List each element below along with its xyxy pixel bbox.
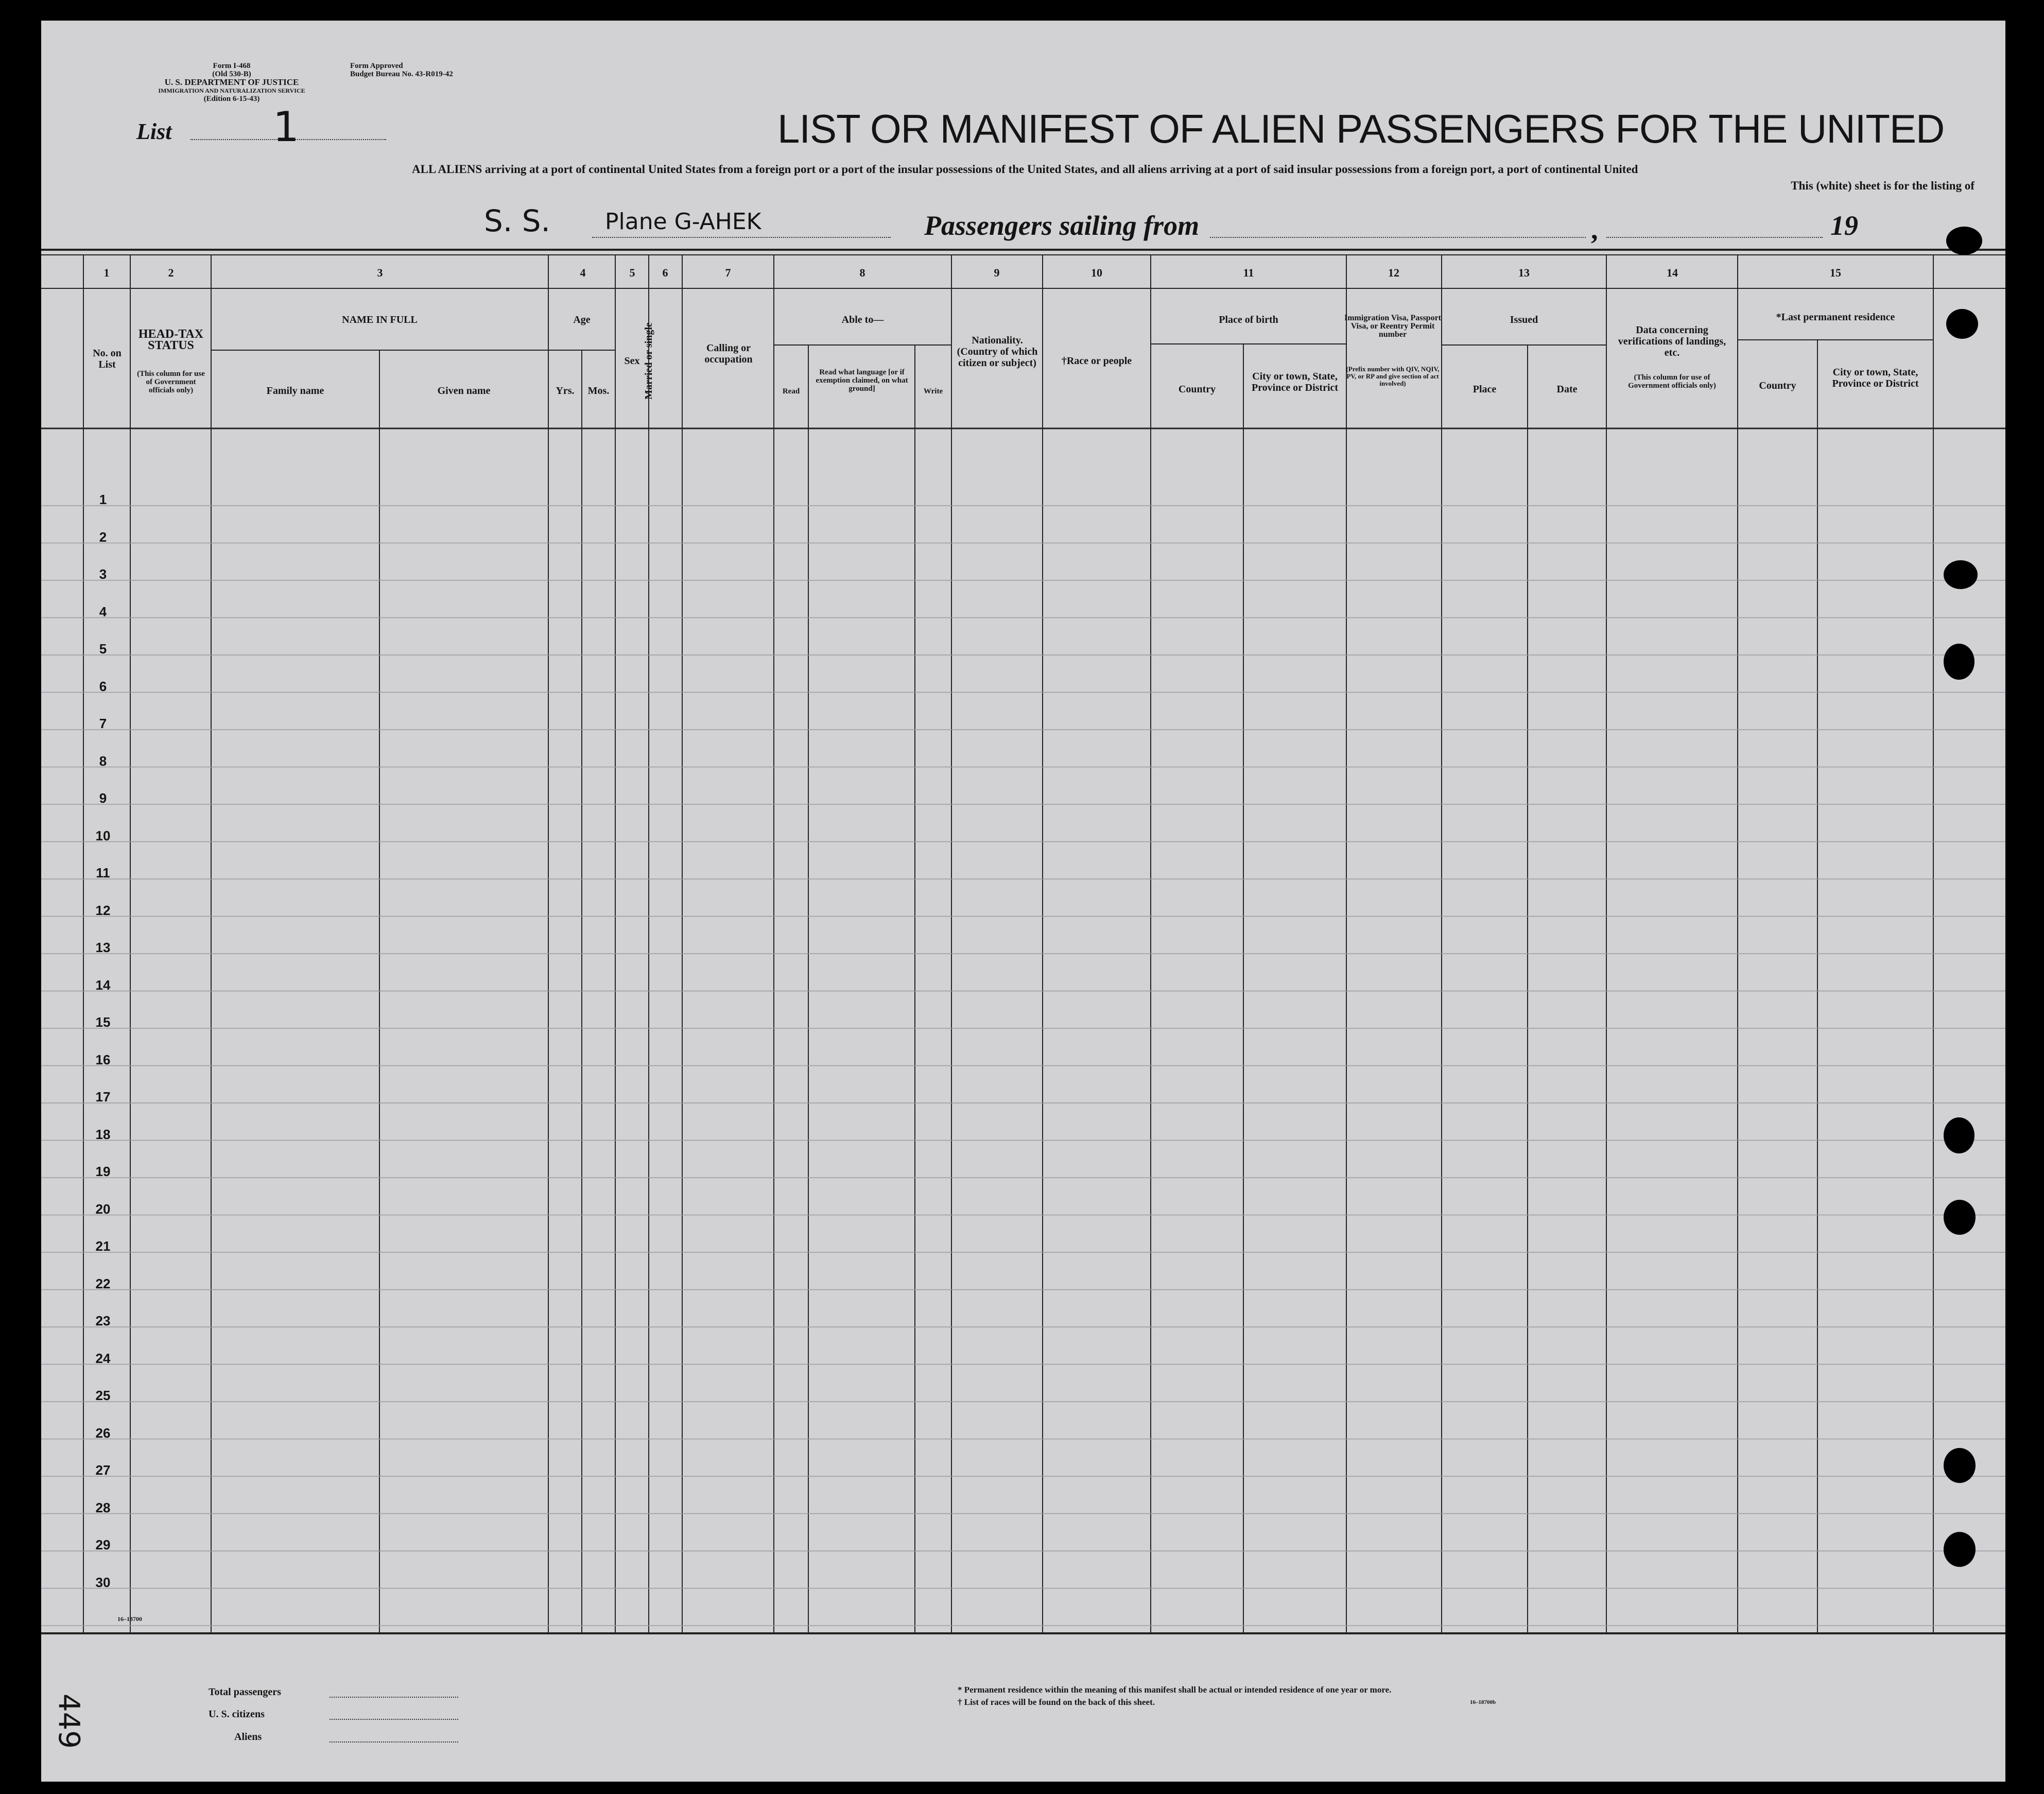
row-number: 19 — [95, 1164, 111, 1179]
header-sex: Sex — [624, 355, 640, 367]
header-age: Age — [573, 314, 591, 325]
header-given-name: Given name — [437, 385, 491, 396]
header-issued-date: Date — [1556, 384, 1578, 395]
header-age-mos: Mos. — [587, 385, 610, 396]
form-number: Form I-468 — [213, 62, 251, 70]
punch-hole-4 — [1944, 644, 1974, 680]
header-read: Read — [782, 387, 800, 395]
colnum-1: 1 — [103, 266, 110, 279]
colnum-9: 9 — [994, 266, 1000, 279]
punch-hole-3 — [1944, 560, 1978, 589]
row-number: 26 — [95, 1425, 111, 1441]
colnum-13: 13 — [1518, 266, 1530, 279]
header-data-concerning: Data concerning verifications of landings, etc. — [1618, 324, 1726, 358]
row-number: 9 — [99, 790, 107, 806]
colnum-10: 10 — [1091, 266, 1102, 279]
header-pob-country: Country — [1178, 384, 1216, 395]
row-number: 7 — [99, 716, 107, 731]
header-calling: Calling or occupation — [704, 342, 753, 365]
row-number: 18 — [95, 1126, 111, 1142]
footnote-races: † List of races will be found on the back of this sheet. — [958, 1697, 1155, 1707]
colnum-6: 6 — [662, 266, 668, 279]
punch-hole-1 — [1946, 227, 1982, 255]
page-title: LIST OR MANIFEST OF ALIEN PASSENGERS FOR THE UNITED — [777, 106, 1945, 151]
header-issued: Issued — [1510, 314, 1538, 325]
header-issued-place: Place — [1473, 384, 1497, 395]
subtitle-line-2: This (white) sheet is for the listing of — [1791, 179, 1974, 192]
total-passengers-line — [330, 1697, 458, 1698]
row-number: 4 — [99, 603, 107, 619]
header-name-in-full: NAME IN FULL — [342, 314, 418, 325]
header-family-name: Family name — [266, 385, 324, 396]
row-number: 15 — [95, 1014, 111, 1030]
header-visa-note: (Prefix number with QIV, NQIV, PV, or RP and give section of act involved) — [1346, 365, 1440, 387]
row-number: 28 — [95, 1499, 111, 1515]
colnum-12: 12 — [1388, 266, 1399, 279]
header-place-of-birth: Place of birth — [1219, 314, 1278, 325]
row-number: 3 — [99, 566, 107, 582]
comma: , — [1591, 214, 1598, 245]
header-able-to: Able to— — [841, 314, 884, 325]
header-nationality: Nationality. (Country of which citizen or subject) — [957, 335, 1038, 369]
header-age-yrs: Yrs. — [556, 385, 575, 396]
row-number: 24 — [95, 1350, 111, 1366]
row-number: 21 — [95, 1238, 111, 1254]
row-number: 5 — [99, 641, 107, 657]
margin-note: 449 — [51, 1694, 85, 1749]
header-visa: Immigration Visa, Passport Visa, or Reentry Permit number — [1344, 314, 1441, 339]
header-last-residence: *Last permanent residence — [1776, 312, 1895, 323]
row-number: 23 — [95, 1313, 111, 1329]
vessel-name: Plane G-AHEK — [605, 209, 761, 235]
row-number: 1 — [99, 492, 107, 507]
row-number: 16 — [95, 1051, 111, 1067]
form-old-number: (Old 530-B) — [212, 70, 251, 78]
row-number: 17 — [95, 1089, 111, 1105]
header-data-note: (This column for use of Government officials only) — [1628, 373, 1716, 390]
colnum-2: 2 — [168, 266, 174, 279]
edition: (Edition 6-15-43) — [203, 95, 260, 103]
service: IMMIGRATION AND NATURALIZATION SERVICE — [158, 87, 305, 94]
colnum-3: 3 — [377, 266, 383, 279]
punch-hole-2 — [1946, 309, 1978, 339]
punch-hole-7 — [1944, 1448, 1976, 1483]
header-pob-city: City or town, State, Province or District — [1251, 371, 1339, 393]
header-race: †Race or people — [1061, 355, 1132, 367]
punch-hole-8 — [1944, 1532, 1976, 1567]
row-number: 20 — [95, 1201, 111, 1217]
sailing-from-label: Passengers sailing from — [924, 210, 1200, 241]
us-citizens-line — [330, 1719, 458, 1720]
table-grid — [41, 21, 2005, 1782]
us-citizens-label: U. S. citizens — [209, 1709, 265, 1720]
aliens-line — [330, 1741, 458, 1743]
header-head-tax-note: (This column for use of Government officials only) — [137, 370, 205, 394]
total-passengers-label: Total passengers — [209, 1686, 281, 1698]
list-value: 1 — [273, 103, 299, 151]
colnum-8: 8 — [859, 266, 865, 279]
row-number: 27 — [95, 1462, 111, 1478]
row-number: 2 — [99, 529, 107, 545]
row-number: 11 — [96, 865, 110, 881]
row-number: 6 — [99, 678, 107, 694]
year-label: 19 — [1830, 210, 1858, 241]
header-write: Write — [923, 387, 943, 395]
header-lr-country: Country — [1759, 380, 1796, 391]
row-number: 12 — [95, 902, 111, 918]
aliens-label: Aliens — [234, 1731, 262, 1743]
print-code-2: 16–18700b — [1470, 1699, 1496, 1705]
list-label: List — [136, 119, 172, 144]
row-number: 29 — [95, 1537, 111, 1553]
manifest-sheet — [41, 21, 2005, 1782]
colnum-14: 14 — [1667, 266, 1678, 279]
row-number: 8 — [99, 753, 107, 769]
approval-line-2: Budget Bureau No. 43-R019-42 — [350, 70, 453, 78]
header-married-single: Married or single — [643, 322, 654, 400]
footnote-residence: * Permanent residence within the meaning of this manifest shall be actual or intended residence of one year or more. — [958, 1685, 1392, 1695]
colnum-7: 7 — [725, 266, 731, 279]
header-read-what: Read what language [or if exemption claimed, on what ground] — [816, 368, 908, 393]
punch-hole-5 — [1944, 1117, 1974, 1153]
row-number: 25 — [95, 1388, 111, 1403]
header-head-tax: HEAD-TAX STATUS — [138, 327, 204, 352]
row-number: 14 — [95, 977, 111, 993]
approval-line-1: Form Approved — [350, 62, 403, 70]
row-number: 13 — [95, 940, 111, 955]
header-no-list: No. on List — [93, 348, 122, 370]
colnum-4: 4 — [580, 266, 586, 279]
colnum-15: 15 — [1830, 266, 1841, 279]
row-number: 30 — [95, 1574, 111, 1590]
row-number: 22 — [95, 1275, 111, 1291]
colnum-11: 11 — [1243, 266, 1254, 279]
department: U. S. DEPARTMENT OF JUSTICE — [164, 77, 299, 87]
row-number: 10 — [95, 827, 111, 843]
colnum-5: 5 — [629, 266, 635, 279]
subtitle-line-1: ALL ALIENS arriving at a port of continental United States from a foreign port or a port of the insular possessions of the United States, and all aliens arriving at a port of said insular possessions from a foreign port, a port of continental United — [412, 163, 1638, 176]
print-code: 16–18700 — [117, 1615, 142, 1623]
punch-hole-6 — [1944, 1200, 1976, 1235]
header-lr-city: City or town, State, Province or District — [1832, 367, 1919, 389]
ss-label: S. S. — [484, 203, 550, 238]
